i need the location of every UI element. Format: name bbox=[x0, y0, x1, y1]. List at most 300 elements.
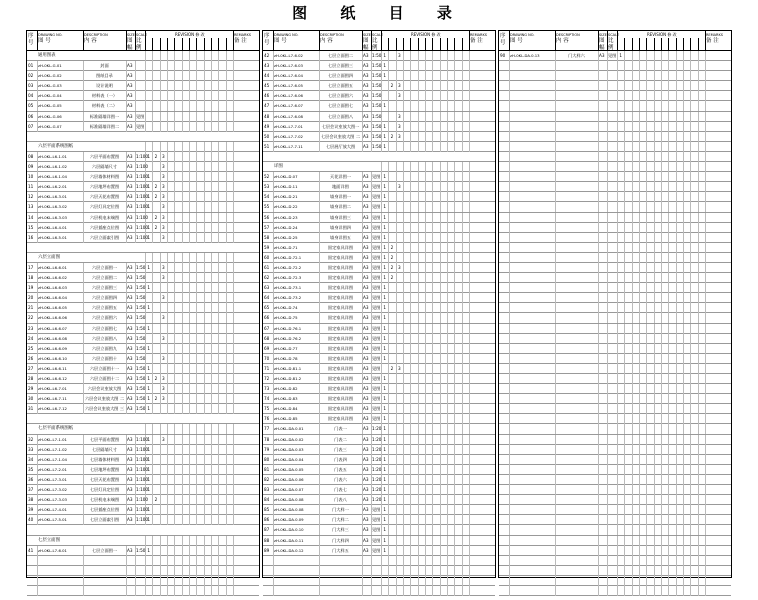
grid-line bbox=[509, 546, 510, 556]
row-number: 73 bbox=[264, 386, 270, 392]
grid-line bbox=[388, 576, 389, 586]
grid-line bbox=[440, 536, 441, 546]
grid-line bbox=[226, 475, 227, 485]
grid-line bbox=[454, 71, 455, 81]
grid-line bbox=[683, 81, 684, 91]
grid-line bbox=[469, 172, 470, 182]
row-number: 17 bbox=[28, 264, 34, 270]
grid-line bbox=[646, 576, 647, 586]
grid-line bbox=[432, 263, 433, 273]
grid-line bbox=[226, 313, 227, 323]
grid-line bbox=[668, 475, 669, 485]
drawing-description: 七层地坪布置图 bbox=[89, 466, 120, 472]
grid-line bbox=[668, 424, 669, 434]
grid-line bbox=[469, 414, 470, 424]
drawing-size: A3 bbox=[363, 204, 369, 210]
grid-line bbox=[189, 91, 190, 101]
row-number: 01 bbox=[28, 63, 34, 69]
grid-line bbox=[683, 384, 684, 394]
grid-line bbox=[624, 465, 625, 475]
grid-line bbox=[418, 566, 419, 576]
drawing-size: A3 bbox=[127, 264, 133, 270]
drawing-size: A3 bbox=[127, 275, 133, 281]
grid-line bbox=[432, 475, 433, 485]
grid-line bbox=[425, 112, 426, 122]
grid-line bbox=[661, 202, 662, 212]
grid-line bbox=[152, 38, 153, 50]
grid-line bbox=[598, 182, 599, 192]
grid-line bbox=[598, 586, 599, 596]
grid-line bbox=[705, 313, 706, 323]
table-row bbox=[263, 505, 495, 515]
grid-line bbox=[683, 465, 684, 475]
grid-line bbox=[196, 445, 197, 455]
grid-line bbox=[388, 525, 389, 535]
drawing-scale: 1:50 bbox=[136, 315, 146, 321]
grid-line bbox=[705, 223, 706, 233]
grid-line bbox=[145, 142, 146, 152]
drawing-scale: 1:100 bbox=[136, 436, 149, 442]
grid-line bbox=[152, 313, 153, 323]
grid-line bbox=[196, 475, 197, 485]
drawing-scale: 1:100 bbox=[136, 153, 149, 159]
grid-line bbox=[705, 81, 706, 91]
grid-line bbox=[425, 213, 426, 223]
grid-line bbox=[182, 485, 183, 495]
grid-line bbox=[617, 263, 618, 273]
grid-line bbox=[617, 31, 618, 50]
drawing-scale: 见图 bbox=[372, 537, 381, 543]
grid-line bbox=[189, 354, 190, 364]
grid-line bbox=[690, 273, 691, 283]
drawing-scale: 1:20 bbox=[372, 426, 382, 432]
drawing-number: zH-0KL-L7-6.01 bbox=[38, 547, 67, 553]
grid-line bbox=[167, 38, 168, 50]
grid-line bbox=[646, 132, 647, 142]
grid-line bbox=[403, 556, 404, 566]
grid-line bbox=[425, 182, 426, 192]
grid-line bbox=[418, 303, 419, 313]
drawing-size: A3 bbox=[127, 153, 133, 159]
drawing-size: A3 bbox=[127, 234, 133, 240]
grid-line bbox=[432, 515, 433, 525]
grid-line bbox=[661, 344, 662, 354]
grid-line bbox=[160, 101, 161, 111]
table-row bbox=[27, 213, 259, 223]
grid-line bbox=[469, 566, 470, 576]
grid-line bbox=[218, 324, 219, 334]
grid-line bbox=[661, 283, 662, 293]
grid-line bbox=[454, 142, 455, 152]
grid-line bbox=[639, 324, 640, 334]
grid-line bbox=[509, 71, 510, 81]
grid-line bbox=[509, 495, 510, 505]
grid-line bbox=[632, 374, 633, 384]
drawing-size: A3 bbox=[127, 224, 133, 230]
grid-line bbox=[624, 303, 625, 313]
table-row bbox=[499, 283, 731, 293]
row-number: 11 bbox=[28, 184, 34, 190]
grid-line bbox=[632, 152, 633, 162]
grid-line bbox=[189, 515, 190, 525]
grid-line bbox=[607, 142, 608, 152]
grid-line bbox=[607, 192, 608, 202]
table-row bbox=[263, 384, 495, 394]
grid-line bbox=[218, 505, 219, 515]
grid-line bbox=[668, 132, 669, 142]
grid-line bbox=[654, 223, 655, 233]
grid-line bbox=[233, 485, 234, 495]
grid-line bbox=[447, 344, 448, 354]
grid-line bbox=[676, 586, 677, 596]
grid-line bbox=[425, 192, 426, 202]
grid-line bbox=[145, 313, 146, 323]
grid-line bbox=[182, 182, 183, 192]
table-row bbox=[27, 354, 259, 364]
grid-line bbox=[410, 293, 411, 303]
revision-mark: 1 bbox=[383, 63, 386, 69]
grid-line bbox=[509, 61, 510, 71]
grid-line bbox=[639, 38, 640, 50]
grid-line bbox=[396, 354, 397, 364]
grid-line bbox=[469, 132, 470, 142]
drawing-number: zH-0KL-L7-6.07 bbox=[274, 103, 303, 109]
grid-line bbox=[226, 445, 227, 455]
grid-line bbox=[607, 344, 608, 354]
grid-line bbox=[462, 515, 463, 525]
grid-line bbox=[668, 51, 669, 61]
grid-line bbox=[211, 576, 212, 586]
grid-line bbox=[160, 61, 161, 71]
grid-line bbox=[167, 192, 168, 202]
grid-line bbox=[639, 414, 640, 424]
grid-line bbox=[182, 38, 183, 50]
grid-line bbox=[676, 414, 677, 424]
grid-line bbox=[167, 303, 168, 313]
grid-line bbox=[182, 515, 183, 525]
grid-line bbox=[218, 283, 219, 293]
drawing-size: A3 bbox=[363, 365, 369, 371]
grid-line bbox=[698, 142, 699, 152]
grid-line bbox=[668, 101, 669, 111]
grid-line bbox=[607, 233, 608, 243]
grid-line bbox=[462, 414, 463, 424]
grid-line bbox=[211, 515, 212, 525]
grid-line bbox=[607, 364, 608, 374]
drawing-scale: 1:50 bbox=[136, 325, 146, 331]
grid-line bbox=[555, 485, 556, 495]
grid-line bbox=[598, 394, 599, 404]
grid-line bbox=[632, 536, 633, 546]
grid-line bbox=[204, 122, 205, 132]
grid-line bbox=[440, 505, 441, 515]
grid-line bbox=[196, 71, 197, 81]
grid-line bbox=[196, 404, 197, 414]
grid-line bbox=[233, 313, 234, 323]
grid-line bbox=[598, 192, 599, 202]
grid-line bbox=[698, 101, 699, 111]
drawing-scale: 见图 bbox=[372, 214, 381, 220]
grid-line bbox=[145, 536, 146, 546]
grid-line bbox=[705, 51, 706, 61]
grid-line bbox=[447, 101, 448, 111]
grid-line bbox=[598, 384, 599, 394]
grid-line bbox=[233, 283, 234, 293]
grid-line bbox=[698, 404, 699, 414]
drawing-description: 门表一 bbox=[334, 426, 347, 432]
drawing-scale: 1:100 bbox=[136, 446, 149, 452]
row-number: 35 bbox=[28, 466, 34, 472]
grid-line bbox=[668, 293, 669, 303]
grid-line bbox=[632, 485, 633, 495]
grid-line bbox=[661, 223, 662, 233]
grid-line bbox=[174, 283, 175, 293]
grid-line bbox=[425, 293, 426, 303]
drawing-description: 六层立面图六 bbox=[91, 315, 118, 321]
grid-line bbox=[189, 142, 190, 152]
grid-line bbox=[233, 293, 234, 303]
grid-line bbox=[403, 465, 404, 475]
grid-line bbox=[425, 273, 426, 283]
revision-mark: 1 bbox=[147, 174, 150, 180]
grid-line bbox=[396, 394, 397, 404]
grid-line bbox=[211, 324, 212, 334]
grid-line bbox=[362, 31, 363, 50]
grid-line bbox=[388, 283, 389, 293]
grid-line bbox=[683, 414, 684, 424]
grid-line bbox=[211, 71, 212, 81]
drawing-scale: 1:50 bbox=[136, 335, 146, 341]
grid-line bbox=[196, 213, 197, 223]
grid-line bbox=[462, 283, 463, 293]
grid-line bbox=[462, 576, 463, 586]
grid-line bbox=[617, 445, 618, 455]
grid-line bbox=[698, 91, 699, 101]
grid-line bbox=[410, 182, 411, 192]
grid-line bbox=[273, 566, 274, 576]
drawing-size: A3 bbox=[363, 507, 369, 513]
revision-mark: 1 bbox=[383, 264, 386, 270]
grid-line bbox=[196, 556, 197, 566]
grid-line bbox=[690, 61, 691, 71]
table-row bbox=[27, 112, 259, 122]
grid-line bbox=[698, 495, 699, 505]
grid-line bbox=[196, 51, 197, 61]
grid-line bbox=[683, 101, 684, 111]
drawing-size: A3 bbox=[127, 204, 133, 210]
grid-line bbox=[396, 172, 397, 182]
grid-line bbox=[233, 122, 234, 132]
grid-line bbox=[182, 536, 183, 546]
grid-line bbox=[632, 313, 633, 323]
grid-line bbox=[403, 213, 404, 223]
grid-line bbox=[509, 233, 510, 243]
grid-line bbox=[174, 192, 175, 202]
grid-line bbox=[447, 162, 448, 172]
grid-line bbox=[233, 364, 234, 374]
grid-line bbox=[624, 515, 625, 525]
grid-line bbox=[676, 51, 677, 61]
grid-line bbox=[676, 566, 677, 576]
grid-line bbox=[698, 243, 699, 253]
drawing-size: A3 bbox=[127, 365, 133, 371]
grid-line bbox=[440, 112, 441, 122]
grid-line bbox=[683, 233, 684, 243]
revision-mark: 1 bbox=[383, 184, 386, 190]
grid-line bbox=[425, 334, 426, 344]
grid-line bbox=[632, 495, 633, 505]
grid-line bbox=[705, 354, 706, 364]
grid-line bbox=[174, 182, 175, 192]
grid-line bbox=[509, 384, 510, 394]
grid-line bbox=[396, 445, 397, 455]
grid-line bbox=[403, 566, 404, 576]
grid-line bbox=[469, 334, 470, 344]
grid-line bbox=[676, 324, 677, 334]
grid-line bbox=[418, 455, 419, 465]
grid-line bbox=[403, 283, 404, 293]
header-drawing-no-en: DRAWING NO. bbox=[510, 33, 535, 37]
table-row bbox=[263, 192, 495, 202]
grid-line bbox=[676, 273, 677, 283]
grid-line bbox=[182, 162, 183, 172]
revision-mark: 1 bbox=[147, 365, 150, 371]
grid-line bbox=[676, 192, 677, 202]
row-number: 41 bbox=[28, 547, 34, 553]
grid-line bbox=[462, 364, 463, 374]
table-row bbox=[499, 303, 731, 313]
table-row bbox=[263, 334, 495, 344]
grid-line bbox=[189, 424, 190, 434]
grid-line bbox=[418, 51, 419, 61]
grid-line bbox=[509, 223, 510, 233]
row-number: 86 bbox=[264, 517, 270, 523]
grid-line bbox=[218, 162, 219, 172]
table-row bbox=[499, 445, 731, 455]
grid-line bbox=[705, 132, 706, 142]
grid-line bbox=[403, 142, 404, 152]
grid-line bbox=[432, 122, 433, 132]
grid-line bbox=[388, 334, 389, 344]
grid-line bbox=[182, 253, 183, 263]
grid-line bbox=[218, 101, 219, 111]
grid-line bbox=[555, 253, 556, 263]
grid-line bbox=[403, 445, 404, 455]
table-row bbox=[263, 525, 495, 535]
table-row bbox=[27, 485, 259, 495]
grid-line bbox=[469, 354, 470, 364]
table-row bbox=[499, 233, 731, 243]
revision-mark: 1 bbox=[383, 456, 386, 462]
grid-line bbox=[509, 273, 510, 283]
drawing-description: 墙身详图二 bbox=[330, 204, 351, 210]
grid-line bbox=[646, 364, 647, 374]
grid-line bbox=[555, 152, 556, 162]
grid-line bbox=[196, 172, 197, 182]
grid-line bbox=[182, 576, 183, 586]
grid-line bbox=[624, 101, 625, 111]
drawing-number: zH-0KL-D.24 bbox=[274, 224, 298, 230]
grid-line bbox=[425, 394, 426, 404]
grid-line bbox=[676, 485, 677, 495]
grid-line bbox=[174, 51, 175, 61]
grid-line bbox=[454, 202, 455, 212]
revision-mark: 3 bbox=[161, 153, 165, 159]
grid-line bbox=[152, 505, 153, 515]
grid-line bbox=[440, 445, 441, 455]
grid-line bbox=[410, 91, 411, 101]
table-row bbox=[499, 61, 731, 71]
grid-line bbox=[661, 243, 662, 253]
grid-line bbox=[654, 233, 655, 243]
grid-line bbox=[639, 505, 640, 515]
grid-line bbox=[462, 81, 463, 91]
grid-line bbox=[646, 556, 647, 566]
grid-line bbox=[432, 445, 433, 455]
row-number: 40 bbox=[28, 517, 34, 523]
grid-line bbox=[617, 546, 618, 556]
revision-mark: 2 bbox=[390, 83, 394, 89]
row-number: 02 bbox=[28, 73, 34, 79]
grid-line bbox=[676, 253, 677, 263]
table-row bbox=[27, 152, 259, 162]
grid-line bbox=[189, 213, 190, 223]
grid-line bbox=[152, 475, 153, 485]
grid-line bbox=[705, 374, 706, 384]
grid-line bbox=[454, 566, 455, 576]
grid-line bbox=[654, 313, 655, 323]
grid-line bbox=[418, 414, 419, 424]
drawing-scale: 见图 bbox=[372, 507, 381, 513]
drawing-number: zH-0KL-D.22 bbox=[274, 204, 298, 210]
grid-line bbox=[598, 253, 599, 263]
grid-line bbox=[167, 435, 168, 445]
table-row bbox=[499, 485, 731, 495]
grid-line bbox=[624, 576, 625, 586]
grid-line bbox=[632, 293, 633, 303]
grid-line bbox=[509, 424, 510, 434]
grid-line bbox=[683, 162, 684, 172]
grid-line bbox=[182, 586, 183, 596]
drawing-description: 六层立面图一 bbox=[91, 264, 118, 270]
grid-line bbox=[226, 455, 227, 465]
drawing-scale: 1:20 bbox=[372, 456, 382, 462]
grid-line bbox=[204, 495, 205, 505]
grid-line bbox=[683, 253, 684, 263]
grid-line bbox=[654, 132, 655, 142]
grid-line bbox=[462, 122, 463, 132]
grid-line bbox=[410, 546, 411, 556]
drawing-scale: 1:50 bbox=[136, 285, 146, 291]
row-number: 05 bbox=[28, 103, 34, 109]
grid-line bbox=[624, 445, 625, 455]
grid-line bbox=[152, 344, 153, 354]
grid-line bbox=[462, 243, 463, 253]
grid-line bbox=[418, 263, 419, 273]
grid-line bbox=[204, 515, 205, 525]
revision-mark: 1 bbox=[383, 376, 386, 381]
grid-line bbox=[654, 505, 655, 515]
grid-line bbox=[668, 182, 669, 192]
grid-line bbox=[624, 91, 625, 101]
row-number: 36 bbox=[28, 476, 34, 482]
table-row bbox=[27, 132, 259, 142]
grid-line bbox=[196, 61, 197, 71]
grid-line bbox=[440, 223, 441, 233]
grid-line bbox=[174, 566, 175, 576]
grid-line bbox=[509, 152, 510, 162]
grid-line bbox=[690, 334, 691, 344]
